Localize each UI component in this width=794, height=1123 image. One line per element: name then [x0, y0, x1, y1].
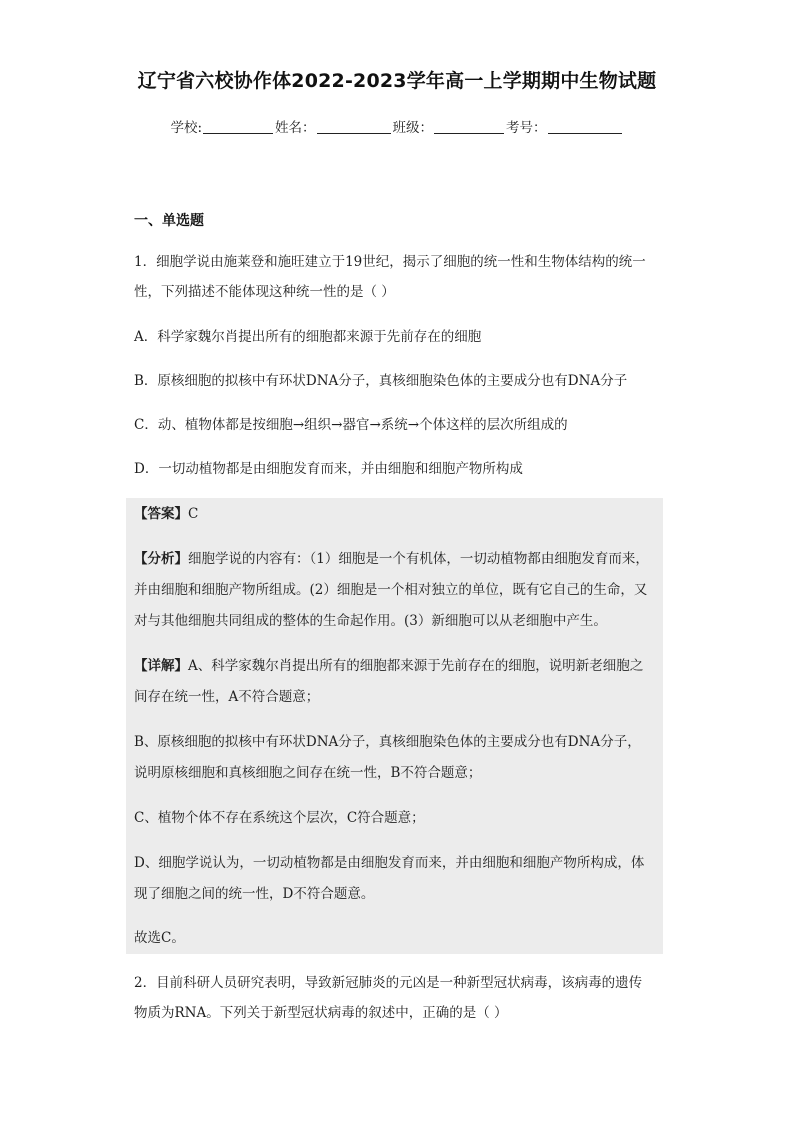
question-1-stem-line: 性，下列描述不能体现这种统一性的是（ ）: [134, 284, 395, 300]
detail-line: 现了细胞之间的统一性，D不符合题意。: [134, 886, 375, 902]
section-heading: 一、单选题: [134, 213, 204, 229]
detail-line: 说明原核细胞和真核细胞之间存在统一性，B不符合题意；: [134, 765, 482, 781]
option-d: D．一切动植物都是由细胞发育而来，并由细胞和细胞产物所构成: [134, 461, 523, 477]
detail-line: 间存在统一性，A不符合题意；: [134, 689, 320, 705]
question-1-stem-line: 1．细胞学说由施莱登和施旺建立于19世纪，揭示了细胞的统一性和生物体结构的统一: [134, 254, 646, 270]
exam-number-label: 考号：: [506, 120, 547, 136]
question-2-stem: [134, 968, 664, 1028]
school-field: [170, 116, 275, 136]
option-a: A．科学家魏尔肖提出所有的细胞都来源于先前存在的细胞: [134, 329, 482, 345]
answer-tag: 【答案】: [134, 506, 188, 522]
name-blank[interactable]: [317, 119, 391, 134]
name-field: [275, 116, 393, 136]
detail-line: C、植物个体不存在系统这个层次，C符合题意；: [134, 810, 425, 826]
option-b: B．原核细胞的拟核中有环状DNA分子，真核细胞染色体的主要成分也有DNA分子: [134, 373, 628, 389]
detail-line: [134, 651, 664, 681]
detail-line: D、细胞学说认为，一切动植物都是由细胞发育而来，并由细胞和细胞产物所构成，体: [134, 855, 645, 871]
analysis-text: 细胞学说的内容有：（1）细胞是一个有机体，一切动植物都由细胞发育而来，: [188, 551, 649, 567]
analysis-line: 并由细胞和细胞产物所组成。(2）细胞是一个相对独立的单位，既有它自己的生命，又: [134, 582, 648, 598]
class-field: [393, 116, 507, 136]
question-2-stem-line: 物质为RNA。下列关于新型冠状病毒的叙述中，正确的是（ ）: [134, 1005, 508, 1021]
question-1-stem: [134, 247, 664, 307]
class-label: 班级：: [392, 120, 434, 136]
exam-number-field: [506, 116, 624, 136]
question-2-stem-line: 2．目前科研人员研究表明，导致新冠肺炎的元凶是一种新型冠状病毒，该病毒的遗传: [134, 975, 643, 991]
school-blank[interactable]: [203, 119, 273, 134]
conclusion-line: 故选C。: [134, 930, 185, 946]
analysis-line: [134, 544, 664, 574]
student-info-line: [0, 116, 794, 136]
school-label: 学校:: [170, 120, 203, 136]
analysis-tag: 【分析】: [134, 551, 188, 567]
answer-value: C: [188, 506, 199, 522]
exam-title: 辽宁省六校协作体2022-2023学年高一上学期期中生物试题: [137, 70, 657, 92]
answer-line: [134, 499, 664, 529]
detail-text: A、科学家魏尔肖提出所有的细胞都来源于先前存在的细胞，说明新老细胞之: [188, 658, 644, 674]
name-label: 姓名：: [275, 120, 316, 136]
detail-tag: 【详解】: [134, 658, 188, 674]
exam-number-blank[interactable]: [548, 119, 622, 134]
analysis-line: 对与其他细胞共同组成的整体的生命起作用。(3）新细胞可以从老细胞中产生。: [134, 613, 607, 629]
option-c: C．动、植物体都是按细胞→组织→器官→系统→个体这样的层次所组成的: [134, 417, 568, 433]
class-blank[interactable]: [434, 119, 504, 134]
detail-line: B、原核细胞的拟核中有环状DNA分子，真核细胞染色体的主要成分也有DNA分子，: [134, 734, 641, 750]
